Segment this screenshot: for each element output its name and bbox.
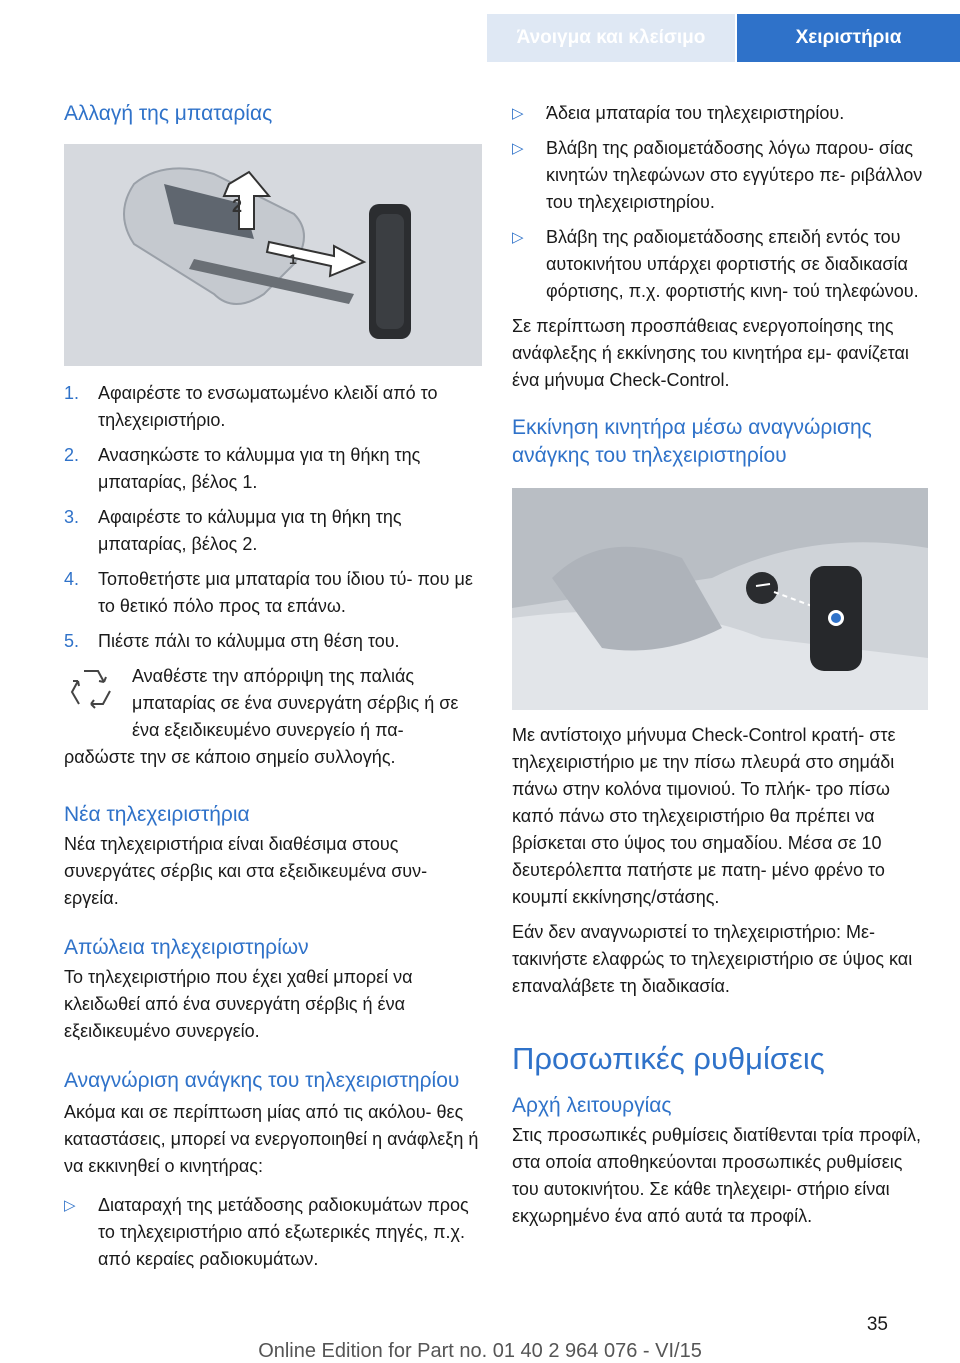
svg-text:2: 2 [232, 196, 243, 216]
list-item: 4. Τοποθετήστε μια μπαταρία του ίδιου τύ‐ που με το θετικό πόλο προς τα επάνω. [64, 569, 473, 616]
new-remote-heading: Νέα τηλεχειριστήρια [64, 803, 250, 826]
list-item: 5. Πιέστε πάλι το κάλυμμα στη θέση του. [64, 631, 400, 651]
list-item: 2. Ανασηκώστε το κάλυμμα για τη θήκη της μπαταρίας, βέλος 1. [64, 445, 421, 492]
list-item: ▷ Βλάβη της ραδιομετάδοσης λόγω παρου‐ σίας κινητών τηλεφώνων στο εγγύτερο πε‐ ριβάλλον του τηλεχειριστηρίου. [512, 138, 923, 212]
list-item: 3. Αφαιρέστε το κάλυμμα για τη θήκη της μπαταρίας, βέλος 2. [64, 507, 402, 554]
list-item: ▷ Βλάβη της ραδιομετάδοσης επειδή εντός του αυτοκινήτου υπάρχει φορτιστής σε διαδικασία φόρτισης, π.χ. φορτιστής κινη‐ τού τηλεφώνου. [512, 227, 919, 301]
recognition-text: Ακόμα και σε περίπτωση μίας από τις ακόλου‐ θες καταστάσεις, μπορεί να ενεργοποιηθεί η ανάφλεξη ή να εκκινηθεί ο κινητήρας: [64, 1102, 479, 1176]
steering-column-illustration [512, 488, 928, 710]
loss-text: Το τηλεχειριστήριο που έχει χαθεί μπορεί να κλειδωθεί από ένα συνεργάτη σέρβις ή ένα εξειδικευμένο συνεργείο. [64, 967, 413, 1041]
right-column [512, 100, 932, 1230]
new-remote-text: Νέα τηλεχειριστήρια είναι διαθέσιμα στους συνεργάτες σέρβις και στα εξειδικευμένα συν‐ εργεία. [64, 834, 428, 908]
recycle-icon [64, 663, 118, 717]
start-heading: Εκκίνηση κινητήρα μέσω αναγνώρισης ανάγκης του τηλεχειριστηρίου [512, 416, 872, 467]
principle-heading: Αρχή λειτουργίας [512, 1094, 672, 1117]
list-item: ▷ Άδεια μπαταρία του τηλεχειριστηρίου. [512, 103, 845, 123]
key-battery-image [64, 144, 482, 366]
left-column [64, 100, 484, 1281]
chapter-tab: Χειριστήρια [737, 14, 960, 62]
recognition-bullets [64, 1192, 484, 1273]
principle-text: Στις προσωπικές ρυθμίσεις διατίθενται τρία προφίλ, στα οποία αποθηκεύονται προσωπικές ρυθμίσεις του αυτοκινήτου. Σε κάθε τηλεχειρι‐ στήριο είναι εκχωρημένο ένα από αυτά τα προφίλ. [512, 1125, 921, 1226]
condition-bullets [512, 100, 932, 305]
battery-heading: Αλλαγή της μπαταρίας [64, 102, 273, 125]
steering-column-image [512, 488, 928, 710]
list-item: 1. Αφαιρέστε το ενσωματωμένο κλειδί από το τηλεχειριστήριο. [64, 383, 438, 430]
start-text-2: Εάν δεν αναγνωριστεί το τηλεχειριστήριο: Με‐ τακινήστε ελαφρώς το τηλεχειριστήριο σε ύψος και επαναλάβετε τη διαδικασία. [512, 922, 913, 996]
personal-settings-heading: Προσωπικές ρυθμίσεις [512, 1041, 825, 1076]
loss-heading: Απώλεια τηλεχειριστηρίων [64, 936, 309, 959]
edition-footer: Online Edition for Part no. 01 40 2 964 076 - VI/15 [258, 1340, 702, 1362]
attempt-text: Σε περίπτωση προσπάθειας ενεργοποίησης της ανάφλεξης ή εκκίνησης του κινητήρα εμ‐ φανίζεται ένα μήνυμα Check-Control. [512, 316, 909, 390]
recognition-heading: Αναγνώριση ανάγκης του τηλεχειριστηρίου [64, 1069, 460, 1092]
start-text-1: Με αντίστοιχο μήνυμα Check-Control κρατή‐ στε τηλεχειριστήριο με την πίσω πλευρά στο σημάδι πάνω στην κολόνα τιμονιού. Το πλήκ‐ τρο πίσω καπό πάνω στο τηλεχειριστήριο θα πρέπει να βρίσκεται στο ύψος του σημαδίου. Μέσα σε 10 δευτερόλεπτα πατήστε με πατη‐ μένο φρένο το κουμπί εκκίνησης/στάσης. [512, 725, 896, 907]
svg-text:1: 1 [289, 251, 297, 267]
section-tab: Άνοιγμα και κλείσιμο [487, 14, 735, 62]
key-fob-illustration [64, 144, 482, 366]
list-item: ▷ Διαταραχή της μετάδοσης ραδιοκυμάτων προς το τηλεχειριστήριο από εξωτερικές πηγές, π.χ. από κεραίες ραδιοκυμάτων. [64, 1195, 469, 1269]
recycle-note: Αναθέστε την απόρριψη της παλιάς μπαταρίας σε ένα συνεργάτη σέρβις ή σε ένα εξειδικευμένο συνεργείο ή πα‐ ραδώστε την σε κάποιο σημείο συλλογής. [64, 663, 484, 771]
battery-steps [64, 380, 484, 655]
page-number: 35 [866, 1314, 888, 1335]
